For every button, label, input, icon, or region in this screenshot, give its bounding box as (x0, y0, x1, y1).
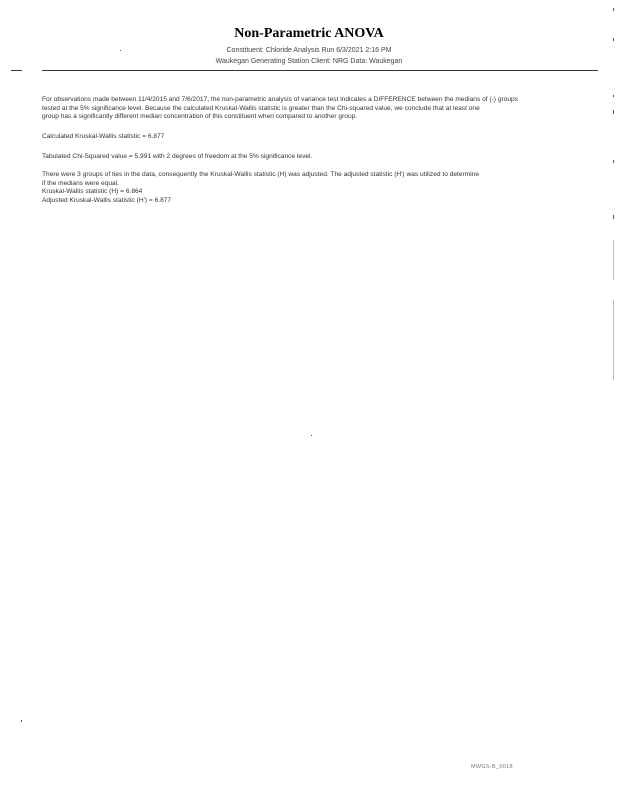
paragraph-line: Kruskal-Wallis statistic (H) = 6.864 (42, 188, 143, 196)
paragraph-line: group has a significantly different median concentration of this constituent when compared to another group. (42, 113, 358, 121)
paragraph-line: if the medians were equal. (42, 179, 119, 187)
paragraph-line: There were 3 groups of ties in the data, consequently the Kruskal-Wallis statistic (H) was adjusted. The adjusted statistic (H') was utilized to determine (42, 171, 480, 178)
page-identifier: MWGS-B_0018 (471, 764, 513, 770)
scan-speck (613, 240, 614, 280)
ties-paragraph (42, 171, 562, 205)
header-rule-left (11, 70, 22, 71)
scan-speck (21, 720, 22, 722)
conclusion-paragraph (42, 96, 562, 122)
scan-speck (613, 95, 614, 97)
tabulated-chi-squared (42, 153, 562, 162)
scan-speck (613, 110, 614, 114)
scan-speck (120, 50, 121, 51)
paragraph-line: For observations made between 11/4/2015 and 7/6/2017, the non-parametric analysis of variance test indicates a DIFFERENCE between the medians of (-) groups (42, 96, 518, 103)
calculated-statistic (42, 133, 562, 142)
scan-speck (311, 435, 312, 436)
paragraph-line: Calculated Kruskal-Wallis statistic = 6.877 (42, 133, 165, 140)
paragraph-line: Tabulated Chi-Squared value = 5.991 with 2 degrees of freedom at the 5% significance level. (42, 153, 313, 160)
analysis-subtitle: Constituent: Chloride Analysis Run 6/3/2021 2:16 PM (226, 47, 392, 54)
page-title: Non-Parametric ANOVA (234, 26, 384, 41)
scan-speck (613, 8, 614, 11)
header-rule (42, 70, 598, 71)
scan-speck (613, 160, 614, 163)
scan-speck (613, 300, 614, 380)
scan-speck (613, 215, 614, 219)
scan-speck (613, 38, 614, 41)
paragraph-line: Adjusted Kruskal-Wallis statistic (H') = 6.877 (42, 196, 172, 204)
paragraph-line: tested at the 5% significance level. Because the calculated Kruskal-Wallis statistic is greater than the Chi-squared value, we conclude that at least one (42, 104, 480, 112)
site-subtitle: Waukegan Generating Station Client: NRG Data: Waukegan (215, 58, 403, 65)
